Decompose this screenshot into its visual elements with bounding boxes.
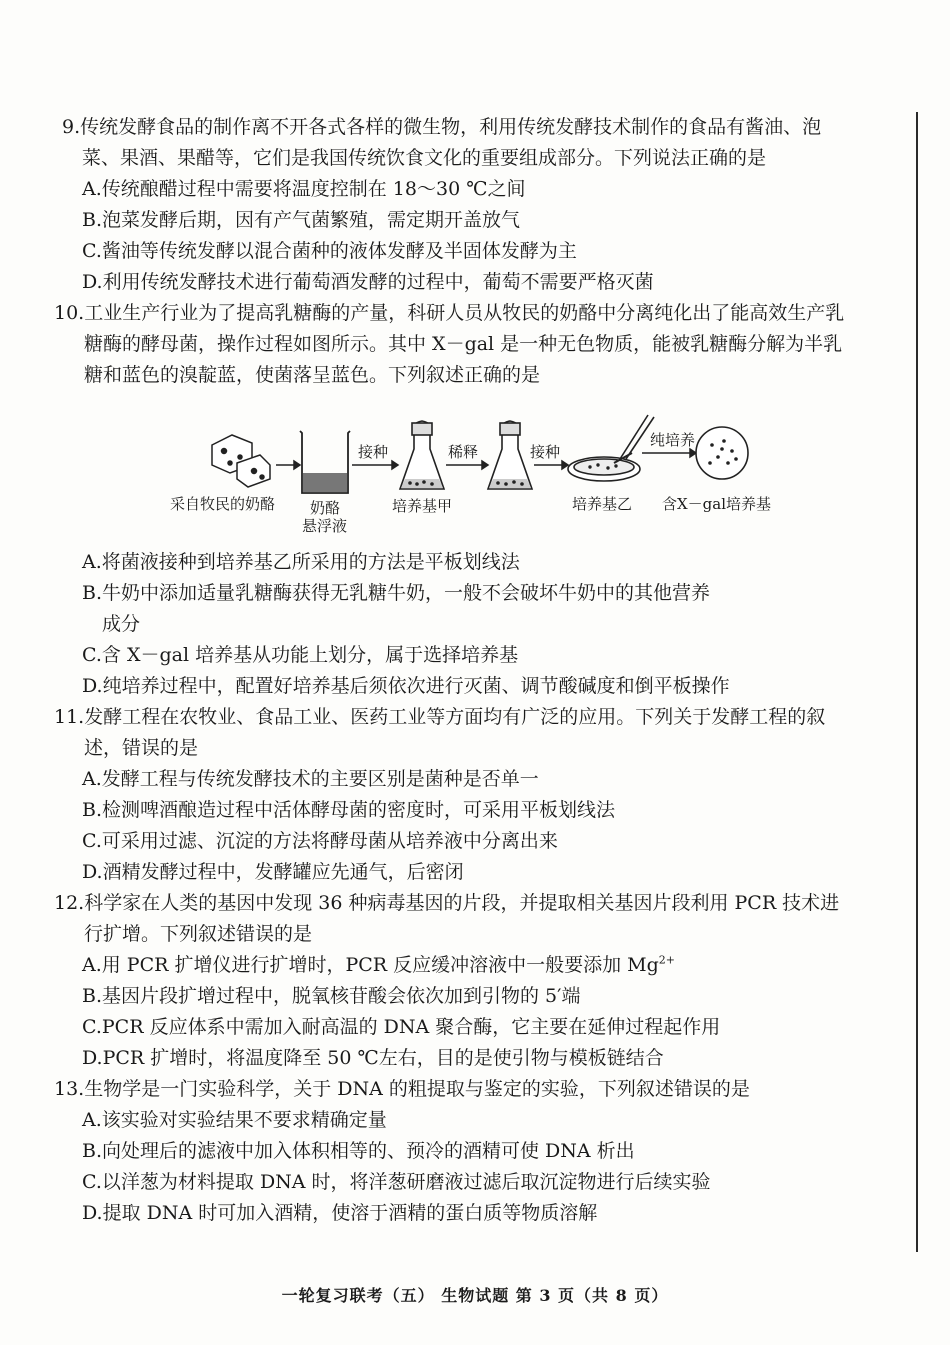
questions-body bbox=[54, 112, 852, 1229]
option-d: D.PCR 扩增时，将温度降至 50 ℃左右，目的是使引物与模板链结合 bbox=[82, 1047, 664, 1069]
option-a bbox=[62, 950, 852, 981]
option-text: B.牛奶中添加适量乳糖酶获得无乳糖牛奶，一般不会破坏牛奶中的其他营养 bbox=[82, 582, 711, 604]
option-a: A.该实验对实验结果不要求精确定量 bbox=[82, 1109, 387, 1131]
option-c: C.含 X－gal 培养基从功能上划分，属于选择培养基 bbox=[82, 644, 519, 666]
flask-icon bbox=[400, 421, 444, 489]
question-10 bbox=[54, 298, 852, 702]
label-cheese-suspension: 悬浮液 bbox=[302, 517, 348, 535]
superscript: 2+ bbox=[658, 953, 676, 967]
option-b: B.向处理后的滤液中加入体积相等的、预冷的酒精可使 DNA 析出 bbox=[82, 1140, 635, 1162]
arrow-icon bbox=[534, 461, 568, 469]
arrow-label-inoculate: 接种 bbox=[530, 443, 561, 461]
option-b: B.泡菜发酵后期，因有产气菌繁殖，需定期开盖放气 bbox=[82, 209, 521, 231]
question-stem: 9.传统发酵食品的制作离不开各式各样的微生物，利用传统发酵技术制作的食品有酱油、泡菜、果酒、果醋等，它们是我国传统饮食文化的重要组成部分。下列说法正确的是 bbox=[62, 116, 822, 169]
page-footer: 一轮复习联考（五） 生物试题 第 3 页（共 8 页） bbox=[281, 1286, 669, 1305]
option-a: A.将菌液接种到培养基乙所采用的方法是平板划线法 bbox=[82, 551, 520, 573]
option-b: B.检测啤酒酿造过程中活体酵母菌的密度时，可采用平板划线法 bbox=[82, 799, 616, 821]
flask-icon bbox=[488, 421, 532, 489]
option-a: A.发酵工程与传统发酵技术的主要区别是菌种是否单一 bbox=[82, 768, 539, 790]
beaker-icon bbox=[300, 431, 350, 493]
option-d: D.利用传统发酵技术进行葡萄酒发酵的过程中，葡萄不需要严格灭菌 bbox=[82, 271, 654, 293]
agar-plate-icon bbox=[696, 427, 748, 479]
option-c: C.可采用过滤、沉淀的方法将酵母菌从培养液中分离出来 bbox=[82, 830, 558, 852]
question-stem: 11.发酵工程在农牧业、食品工业、医药工业等方面均有广泛的应用。下列关于发酵工程的叙述，错误的是 bbox=[54, 706, 826, 759]
question-9 bbox=[62, 112, 852, 298]
option-text-continued: 成分 bbox=[102, 613, 141, 635]
option-d: D.酒精发酵过程中，发酵罐应先通气，后密闭 bbox=[82, 861, 464, 883]
arrow-label-dilute: 稀释 bbox=[448, 443, 479, 461]
arrow-icon bbox=[352, 461, 398, 469]
label-cheese-suspension: 奶酪 bbox=[310, 499, 341, 517]
question-13 bbox=[54, 1074, 852, 1229]
arrow-icon bbox=[446, 461, 488, 469]
option-c: C.以洋葱为材料提取 DNA 时，将洋葱研磨液过滤后取沉淀物进行后续实验 bbox=[82, 1171, 711, 1193]
option-b bbox=[62, 578, 852, 640]
option-text: A.用 PCR 扩增仪进行扩增时，PCR 反应缓冲溶液中一般要添加 Mg bbox=[82, 954, 659, 976]
petri-dish-icon bbox=[568, 415, 654, 481]
option-d: D.纯培养过程中，配置好培养基后须依次进行灭菌、调节酸碱度和倒平板操作 bbox=[82, 675, 730, 697]
question-stem: 10.工业生产行业为了提高乳糖酶的产量，科研人员从牧民的奶酪中分离纯化出了能高效生产乳糖酶的酵母菌，操作过程如图所示。其中 X－gal 是一种无色物质，能被乳糖酶分解为半乳糖和蓝色的溴靛蓝，使菌落呈蓝色。下列叙述正确的是 bbox=[54, 302, 845, 386]
question-stem: 12.科学家在人类的基因中发现 36 种病毒基因的片段，并提取相关基因片段利用 PCR 技术进行扩增。下列叙述错误的是 bbox=[54, 892, 840, 945]
label-xgal-medium: 含X－gal培养基 bbox=[662, 495, 772, 513]
binding-margin-line bbox=[916, 112, 918, 1252]
option-c: C.酱油等传统发酵以混合菌种的液体发酵及半固体发酵为主 bbox=[82, 240, 577, 262]
question-stem: 13.生物学是一门实验科学，关于 DNA 的粗提取与鉴定的实验，下列叙述错误的是 bbox=[54, 1078, 750, 1100]
cheese-icon bbox=[212, 435, 270, 487]
label-medium-b: 培养基乙 bbox=[572, 495, 633, 513]
question-11 bbox=[54, 702, 852, 888]
arrow-icon bbox=[642, 449, 696, 457]
procedure-diagram bbox=[62, 393, 852, 543]
arrow-label-inoculate: 接种 bbox=[358, 443, 389, 461]
option-c: C.PCR 反应体系中需加入耐高温的 DNA 聚合酶，它主要在延伸过程起作用 bbox=[82, 1016, 721, 1038]
option-d: D.提取 DNA 时可加入酒精，使溶于酒精的蛋白质等物质溶解 bbox=[82, 1202, 598, 1224]
experiment-figure bbox=[62, 393, 852, 543]
label-medium-a: 培养基甲 bbox=[392, 497, 453, 515]
arrow-icon bbox=[276, 461, 300, 469]
option-a: A.传统酿醋过程中需要将温度控制在 18～30 ℃之间 bbox=[82, 178, 526, 200]
label-cheese: 采自牧民的奶酪 bbox=[170, 495, 276, 513]
question-12 bbox=[54, 888, 852, 1074]
option-b: B.基因片段扩增过程中，脱氧核苷酸会依次加到引物的 5′端 bbox=[82, 985, 581, 1007]
arrow-label-purify: 纯培养 bbox=[650, 431, 696, 449]
